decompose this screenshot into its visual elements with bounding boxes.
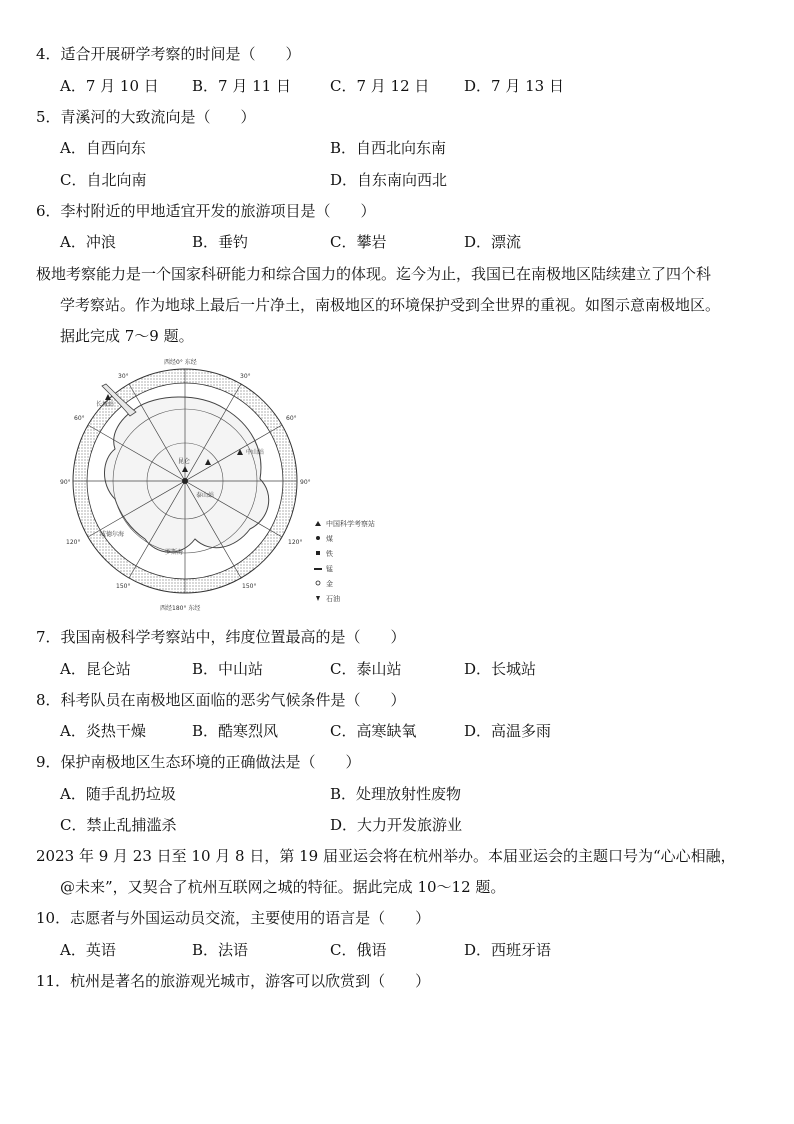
legend-oil-icon bbox=[316, 596, 320, 601]
passage-2-line-1: 2023 年 9 月 23 日至 10 月 8 日，第 19 届亚运会将在杭州举办。本届亚运会的主题口号为“心心相融， bbox=[36, 847, 736, 865]
q8-option-a: A．炎热干燥 bbox=[60, 722, 146, 740]
q4-option-a: A．7 月 10 日 bbox=[60, 77, 159, 95]
legend-gold-icon bbox=[316, 581, 320, 585]
map-legend bbox=[314, 519, 375, 603]
q4-option-c: C．7 月 12 日 bbox=[330, 77, 430, 95]
q9-option-c: C．禁止乱捕滥杀 bbox=[60, 816, 177, 834]
q9-option-b: B．处理放射性废物 bbox=[330, 785, 462, 803]
south-pole-marker bbox=[182, 478, 188, 484]
lon-label-r: 60° bbox=[286, 415, 297, 422]
q9-option-d: D．大力开发旅游业 bbox=[330, 816, 463, 834]
lon-label-br: 120° bbox=[288, 539, 303, 546]
lon-label-mr: 90° bbox=[300, 479, 311, 486]
question-9-stem: 9．保护南极地区生态环境的正确做法是（ ） bbox=[36, 753, 361, 771]
lon-label-bl: 120° bbox=[66, 539, 81, 546]
legend-oil-label: 石油 bbox=[326, 595, 340, 603]
legend-manganese-label: 锰 bbox=[326, 565, 333, 573]
antarctica-map bbox=[60, 354, 385, 616]
q4-option-b: B．7 月 11 日 bbox=[192, 77, 291, 95]
q10-option-a: A．英语 bbox=[60, 941, 116, 959]
lon-label-bl2: 150° bbox=[116, 583, 131, 590]
station-changcheng-marker bbox=[105, 394, 111, 400]
legend-gold-label: 金 bbox=[326, 580, 333, 588]
q6-option-c: C．攀岩 bbox=[330, 233, 387, 251]
q6-option-a: A．冲浪 bbox=[60, 233, 116, 251]
q8-option-b: B．酷寒烈风 bbox=[192, 722, 279, 740]
question-6-stem: 6．李村附近的甲地适宜开发的旅游项目是（ ） bbox=[36, 202, 376, 220]
map-label-kunlun: 昆仑 bbox=[178, 458, 191, 465]
passage-1-line-3: 据此完成 7～9 题。 bbox=[60, 327, 194, 345]
question-11-stem: 11．杭州是著名的旅游观光城市，游客可以欣赏到（ ） bbox=[36, 972, 431, 990]
legend-coal-icon bbox=[316, 536, 320, 540]
q5-option-d: D．自东南向西北 bbox=[330, 171, 448, 189]
legend-iron-label: 铁 bbox=[326, 550, 333, 558]
q7-option-d: D．长城站 bbox=[464, 660, 537, 678]
map-top-label: 西经0° 东经 bbox=[164, 359, 197, 366]
passage-1-line-2: 学考察站。作为地球上最后一片净土，南极地区的环境保护受到全世界的重视。如图示意南极地区。 bbox=[60, 296, 721, 314]
q9-option-a: A．随手乱扔垃圾 bbox=[60, 785, 176, 803]
map-label-taishan: 泰山站 bbox=[196, 492, 215, 499]
map-label-ross-sea: 罗斯海 bbox=[165, 549, 184, 556]
legend-manganese-icon bbox=[314, 568, 322, 570]
question-5-stem: 5．青溪河的大致流向是（ ） bbox=[36, 108, 256, 126]
q6-option-b: B．垂钓 bbox=[192, 233, 249, 251]
map-label-weddell-sea: 威德尔海 bbox=[100, 531, 125, 538]
passage-2-line-2: @未来”，又契合了杭州互联网之城的特征。据此完成 10～12 题。 bbox=[60, 878, 506, 896]
q5-option-b: B．自西北向东南 bbox=[330, 139, 447, 157]
q7-option-b: B．中山站 bbox=[192, 660, 264, 678]
q5-option-c: C．自北向南 bbox=[60, 171, 147, 189]
q10-option-c: C．俄语 bbox=[330, 941, 387, 959]
map-label-zhongshan: 中山站 bbox=[246, 449, 265, 456]
q7-option-a: A．昆仑站 bbox=[60, 660, 131, 678]
lon-label-l: 60° bbox=[74, 415, 85, 422]
q5-option-a: A．自西向东 bbox=[60, 139, 146, 157]
legend-iron-icon bbox=[316, 551, 320, 555]
legend-coal-label: 煤 bbox=[326, 535, 333, 543]
lon-label-br2: 150° bbox=[242, 583, 257, 590]
lon-label-tr: 30° bbox=[240, 373, 251, 380]
passage-1-line-1: 极地考察能力是一个国家科研能力和综合国力的体现。迄今为止，我国已在南极地区陆续建立了四个科 bbox=[36, 265, 712, 283]
q8-option-c: C．高寒缺氧 bbox=[330, 722, 417, 740]
q6-option-d: D．漂流 bbox=[464, 233, 522, 251]
legend-station-icon bbox=[315, 521, 321, 526]
q8-option-d: D．高温多雨 bbox=[464, 722, 552, 740]
q10-option-d: D．西班牙语 bbox=[464, 941, 552, 959]
question-8-stem: 8．科考队员在南极地区面临的恶劣气候条件是（ ） bbox=[36, 691, 406, 709]
q7-option-c: C．泰山站 bbox=[330, 660, 402, 678]
lon-label-ml: 90° bbox=[60, 479, 71, 486]
lon-label-tl: 30° bbox=[118, 373, 129, 380]
question-7-stem: 7．我国南极科学考察站中，纬度位置最高的是（ ） bbox=[36, 628, 406, 646]
q4-option-d: D．7 月 13 日 bbox=[464, 77, 564, 95]
legend-station-label: 中国科学考察站 bbox=[326, 520, 375, 528]
q10-option-b: B．法语 bbox=[192, 941, 249, 959]
question-4-stem: 4．适合开展研学考察的时间是（ ） bbox=[36, 45, 301, 63]
map-bottom-label: 西经180° 东经 bbox=[160, 605, 201, 612]
question-10-stem: 10．志愿者与外国运动员交流，主要使用的语言是（ ） bbox=[36, 909, 431, 927]
map-label-changcheng: 长城站 bbox=[96, 401, 115, 408]
